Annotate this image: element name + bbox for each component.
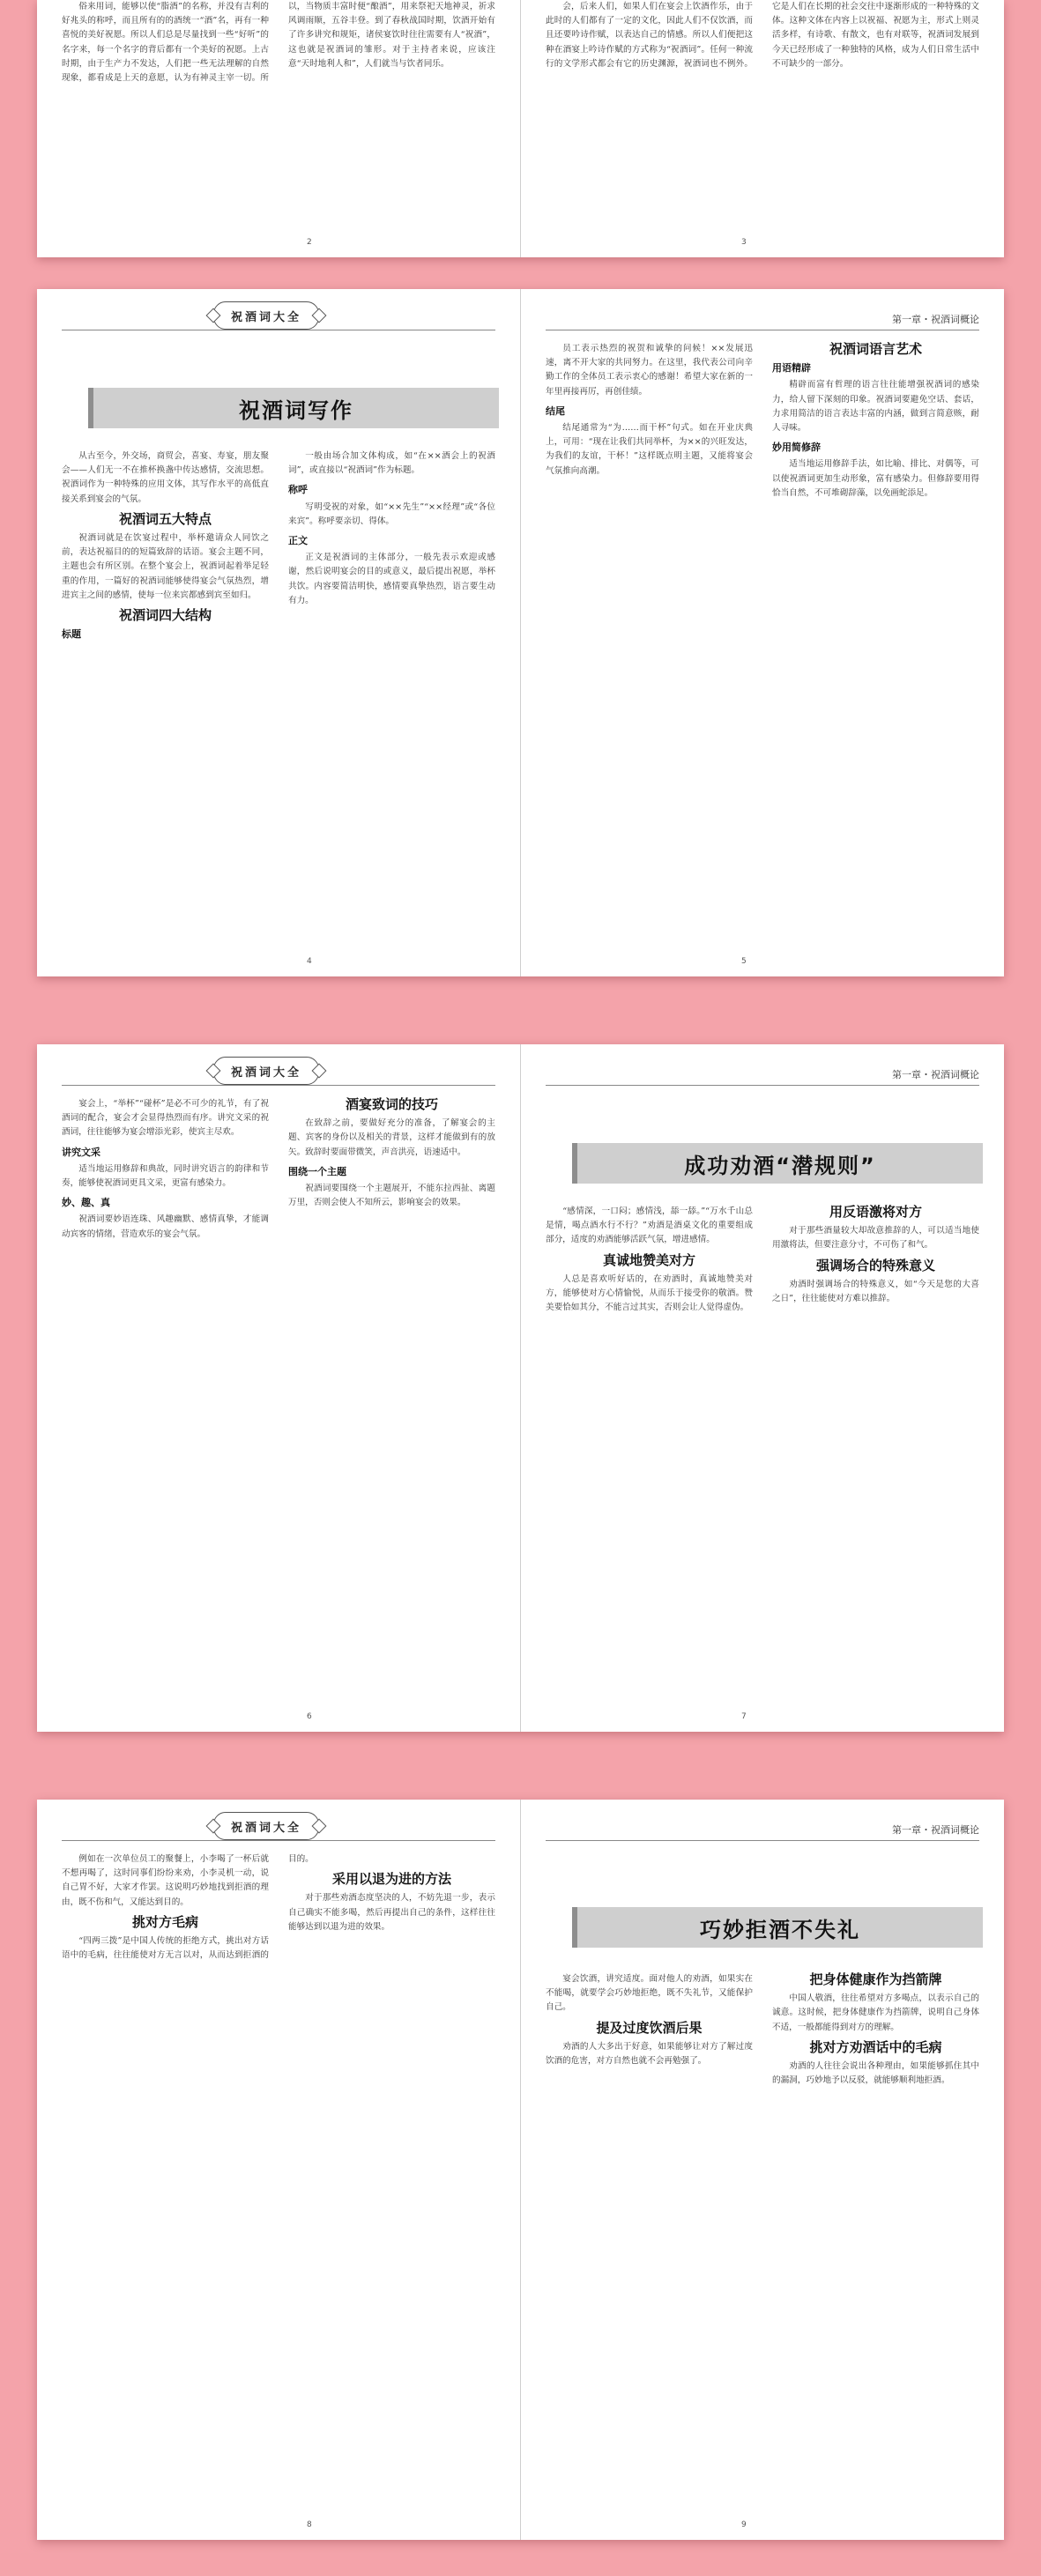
paragraph: 对于那些酒量较大却故意推辞的人，可以适当地使用激将法，但要注意分寸，不可伤了和气。: [772, 1226, 979, 1251]
paragraph: 祝酒词就是在饮宴过程中，举杯邀请众人同饮之前，表达祝福目的的短篇致辞的话语。宴会主题不同，主题也会有所区别。在整个宴会上，祝酒词起着举足轻重的作用，一篇好的祝酒词能够使得宴会气氛热烈，增进宾主之间的感情，使每一位来宾都感到宾至如归。: [62, 533, 269, 600]
subheading: 称呼: [288, 484, 308, 496]
paragraph: 会，后来人们，如果人们在宴会上饮酒作乐，由于此时的人们都有了一定的文化，因此人们不仅饮酒，而且还要吟诗作赋，以表达自己的情感。所以人们便把这种在酒宴上吟诗作赋的方式称为“祝酒词”。任何一种流行的文学形式都会有它的历史渊源，祝酒词也不例外。它是人们在长期的社会交往中逐渐形成的一种特殊的文体。这种文体在内容上以祝福、祝愿为主，形式上则灵活多样，有诗歌、有散文，也有对联等，祝酒词发展到今天已经形成了一种独特的风格，成为人们日常生活中不可缺少的一部分。: [546, 2, 979, 69]
page-number: 9: [741, 2520, 747, 2529]
body-text: [62, 1097, 495, 1696]
body-text: [546, 1205, 979, 1698]
paragraph: 精辟而富有哲理的语言往往能增强祝酒词的感染力，给人留下深刻的印象。祝酒词要避免空话、套话，力求用简洁的语言表达丰富的内涵，做到言简意赅，耐人寻味。: [772, 380, 979, 434]
subheading: 用语精辟: [772, 362, 811, 375]
paragraph: 一般由场合加文体构成，如“在××酒会上的祝酒词”，或直接以“祝酒词”作为标题。: [288, 451, 495, 476]
subsection-title: 酒宴致词的技巧: [345, 1096, 438, 1112]
section-title: 巧妙拒酒不失礼: [572, 1907, 983, 1948]
paragraph: 对于那些劝酒态度坚决的人，不妨先退一步，表示自己确实不能多喝，然后再提出自己的条件，这样往往能够达到以退为进的效果。: [288, 1893, 495, 1932]
subsection-title: 提及过度饮酒后果: [596, 2019, 703, 2036]
book-title-badge: 祝酒词大全: [213, 1057, 319, 1085]
body-text: [62, 0, 495, 220]
paragraph: 祝酒词要妙语连珠、风趣幽默、感情真挚，才能调动宾客的情绪，营造欢乐的宴会气氛。: [62, 1214, 269, 1239]
page-2: [37, 0, 520, 257]
paragraph: 宴会上，“举杯”“碰杯”是必不可少的礼节，有了祝酒词的配合，宴会才会显得热烈而有序。讲究文采的祝酒词，往往能够为宴会增添光彩，使宾主尽欢。: [62, 1099, 269, 1138]
chapter-label: 第一章・祝酒词概论: [892, 314, 979, 325]
running-header: [546, 303, 979, 330]
chapter-label: 第一章・祝酒词概论: [892, 1824, 979, 1836]
subsection-title: 采用以退为进的方法: [331, 1871, 451, 1888]
running-header: [546, 1814, 979, 1841]
paragraph: 人总是喜欢听好话的，在劝酒时，真诚地赞美对方，能够使对方心情愉悦，从而乐于接受你的敬酒。赞美要恰如其分，不能言过其实，否则会让人觉得虚伪。: [546, 1273, 753, 1313]
chapter-label: 第一章・祝酒词概论: [892, 1069, 979, 1080]
paragraph: 劝酒的人大多出于好意，如果能够让对方了解过度饮酒的危害，对方自然也就不会再勉强了。: [546, 2041, 753, 2067]
subheading: 讲究文采: [62, 1146, 100, 1158]
intro-paragraph: “感情深，一口闷；感情浅，舔一舔。”“万水千山总是情，喝点酒水行不行？”劝酒是酒桌文化的重要组成部分，适度的劝酒能够活跃气氛，增进感情。: [546, 1206, 753, 1245]
page-number: 4: [307, 957, 312, 966]
body-text: [62, 449, 495, 943]
paragraph: 在致辞之前，要做好充分的准备，了解宴会的主题、宾客的身份以及相关的背景，这样才能做到有的放矢。致辞时要面带微笑，声音洪亮，语速适中。: [288, 1118, 495, 1157]
subheading: 结尾: [546, 405, 565, 417]
subsection-title: 祝酒词四大结构: [118, 607, 212, 624]
page-7: [520, 1044, 1004, 1732]
page-4: [37, 289, 520, 976]
subheading: 围绕一个主题: [288, 1165, 346, 1177]
page-number: 5: [741, 957, 747, 966]
page-number: 3: [741, 238, 747, 247]
paragraph: 正文是祝酒词的主体部分，一般先表示欢迎或感谢，然后说明宴会的目的或意义，最后提出祝愿，举杯共饮。内容要简洁明快，感情要真挚热烈，语言要生动有力。: [288, 553, 495, 605]
subsection-title: 强调场合的特殊意义: [815, 1257, 935, 1273]
page-5: [520, 289, 1004, 976]
page-8: [37, 1800, 520, 2540]
paragraph: “四两三拨”是中国人传统的拒绝方式，挑出对方话语中的毛病，往往能使对方无言以对，从而达到拒酒的目的。: [62, 1854, 314, 1961]
page-number: 8: [307, 2520, 312, 2529]
subsection-title: 挑对方毛病: [131, 1913, 198, 1930]
subsection-title: 用反语激将对方: [829, 1204, 922, 1220]
body-text: [546, 0, 979, 220]
subheading: 标题: [62, 628, 81, 641]
paragraph: 俗来用词，能够以使“脂酒”的名称，并没有吉利的好兆头的称呼，而且所有的的酒统一“酒”名，再有一种喜悦的美好祝愿。所以人们总是尽量找到一些“好听”的名字来，每一个名字的背后都有一个美好的祝愿。上古时期，由于生产力不发达，人们把一些无法理解的自然现象，都看成是上天的意愿，认为有神灵主宰一切。所以，当物质丰富时便“酿酒”，用来祭祀天地神灵，祈求风调雨顺，五谷丰登。到了春秋战国时期，饮酒开始有了许多讲究和规矩，诸侯宴饮时往往需要有人“祝酒”，这也就是祝酒词的雏形。对于主持者来说，应该注意“天时地利人和”，人们就当与饮者同乐。: [62, 2, 495, 84]
page-number: 7: [741, 1712, 747, 1721]
section-title: 成功劝酒“潜规则”: [572, 1143, 983, 1184]
paragraph: 适当地运用修辞和典故，同时讲究语言的韵律和节奏，能够使祝酒词更具文采，更富有感染力。: [62, 1163, 269, 1189]
body-text: [546, 342, 979, 941]
running-header: [546, 1058, 979, 1086]
paragraph: 劝酒的人往往会说出各种理由，如果能够抓住其中的漏洞，巧妙地予以反驳，就能够顺利地拒酒。: [772, 2061, 979, 2086]
page-number: 6: [307, 1712, 312, 1721]
body-text: [546, 1972, 979, 2505]
subsection-title: 祝酒词语言艺术: [829, 341, 922, 357]
section-title: 祝酒词写作: [88, 388, 499, 428]
body-text: [62, 1852, 495, 2505]
paragraph: 员工表示热烈的祝贺和诚挚的问候！××发展迅速，离不开大家的共同努力。在这里，我代表公司向辛勤工作的全体员工表示衷心的感谢！希望大家在新的一年里再接再厉，再创佳绩。: [546, 344, 753, 397]
spread-3: [37, 1044, 1004, 1732]
subheading: 妙用简修辞: [772, 442, 821, 454]
paragraph: 写明受祝的对象，如“××先生”“××经理”或“各位来宾”。称呼要亲切、得体。: [288, 501, 495, 526]
spread-1: [37, 0, 1004, 257]
subheading: 妙、趣、真: [62, 1197, 110, 1209]
paragraph: 中国人敬酒，往往希望对方多喝点，以表示自己的诚意。这时候，把身体健康作为挡箭牌，说明自己身体不适，一般都能得到对方的理解。: [772, 1993, 979, 2032]
subsection-title: 挑对方劝酒话中的毛病: [809, 2038, 942, 2055]
paragraph: 结尾通常为“为……而干杯”句式。如在开业庆典上，可用：“现在让我们共同举杯，为××的兴旺发达，为我们的友谊，干杯！”这样既点明主题，又能将宴会气氛推向高潮。: [546, 423, 753, 476]
book-title-badge: 祝酒词大全: [213, 301, 319, 330]
paragraph: 适当地运用修辞手法，如比喻、排比、对偶等，可以使祝酒词更加生动形象，富有感染力。但修辞要用得恰当自然，不可堆砌辞藻，以免画蛇添足。: [772, 459, 979, 498]
page-9: [520, 1800, 1004, 2540]
spread-4: [37, 1800, 1004, 2540]
page-6: [37, 1044, 520, 1732]
intro-paragraph: 从古至今，外交场，商贸会，喜宴、寿宴，朋友聚会——人们无一不在推杯换盏中传达感情，交流思想。祝酒词作为一种特殊的应用文体，其写作水平的高低直接关系到宴会的气氛。: [62, 451, 269, 504]
book-title-badge: 祝酒词大全: [213, 1812, 319, 1840]
paragraph: 祝酒词要围绕一个主题展开，不能东拉西扯、离题万里，否则会使人不知所云，影响宴会的效果。: [288, 1184, 495, 1208]
paragraph: 例如在一次单位员工的聚餐上，小李喝了一杯后就不想再喝了，这时同事们纷纷来劝，小李灵机一动，说自己胃不好，大家才作罢。这说明巧妙地找到拒酒的理由，既不伤和气，又能达到目的。: [62, 1854, 269, 1907]
page-number: 2: [307, 238, 312, 247]
spread-2: [37, 289, 1004, 976]
subheading: 正文: [288, 535, 308, 547]
page-3: [520, 0, 1004, 257]
subsection-title: 真诚地赞美对方: [602, 1251, 695, 1268]
subsection-title: 祝酒词五大特点: [118, 510, 212, 527]
paragraph: 劝酒时强调场合的特殊意义，如“今天是您的大喜之日”，往往能使对方难以推辞。: [772, 1279, 979, 1304]
subsection-title: 把身体健康作为挡箭牌: [809, 1971, 942, 1987]
intro-paragraph: 宴会饮酒，讲究适度。面对他人的劝酒，如果实在不能喝，就要学会巧妙地拒绝，既不失礼节，又能保护自己。: [546, 1974, 753, 2013]
